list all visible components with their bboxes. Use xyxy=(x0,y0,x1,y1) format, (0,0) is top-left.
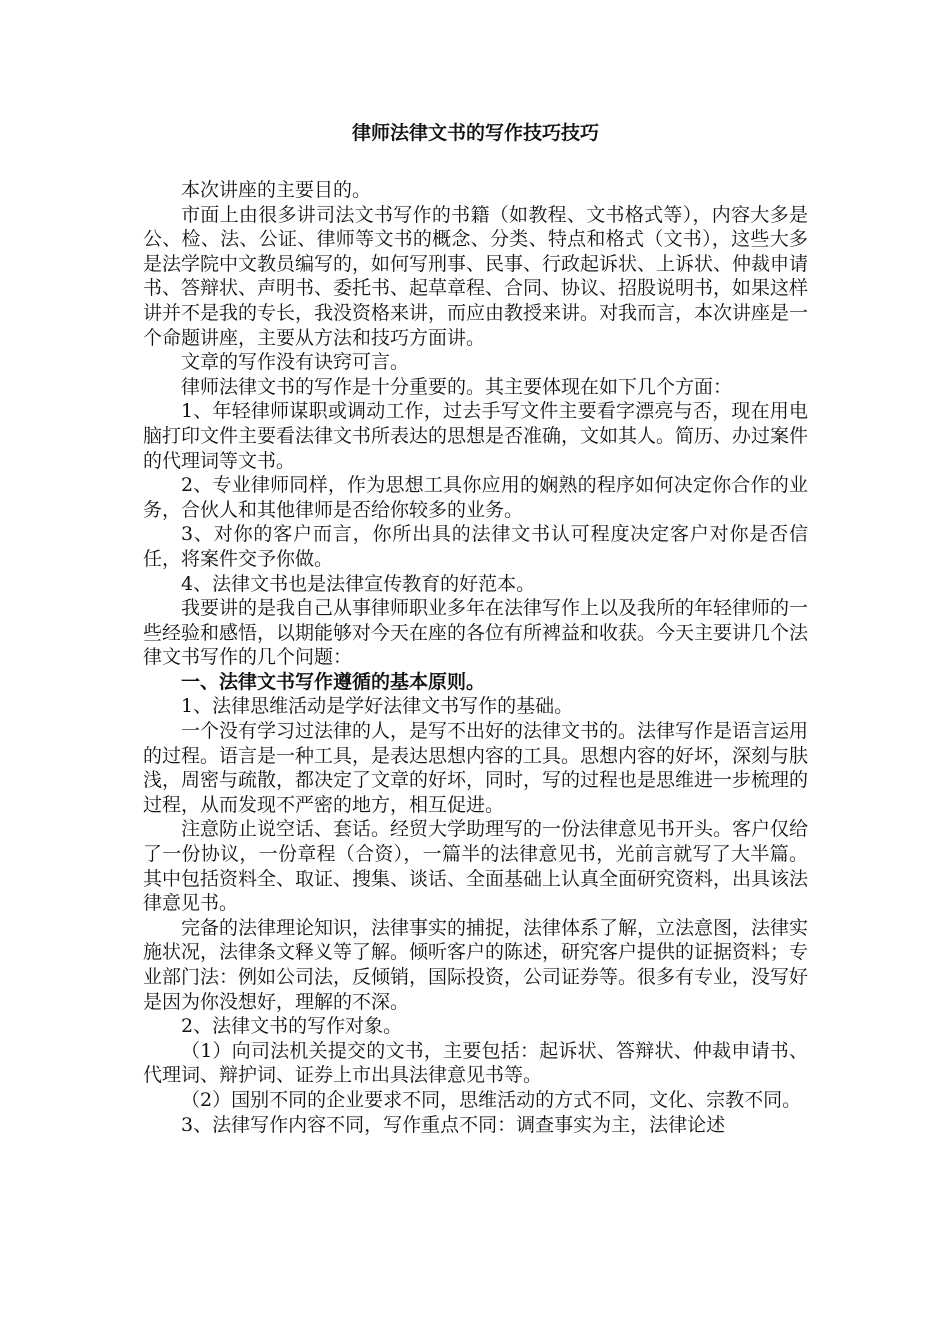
paragraph: 一个没有学习过法律的人，是写不出好的法律文书的。法律写作是语言运用的过程。语言是一种工具，是表达思想内容的工具。思想内容的好坏，深刻与肤浅，周密与疏散，都决定了文章的好坏，同时，写的过程也是思维进一步梳理的过程，从而发现不严密的地方，相互促进。 xyxy=(143,720,809,816)
paragraph: 2、法律文书的写作对象。 xyxy=(181,1015,403,1038)
paragraph: 我要讲的是我自己从事律师职业多年在法律写作上以及我所的年轻律师的一些经验和感悟，以期能够对今天在座的各位有所裨益和收获。今天主要讲几个法律文书写作的几个问题： xyxy=(143,597,809,669)
paragraph: 注意防止说空话、套话。经贸大学助理写的一份法律意见书开头。客户仅给了一份协议，一份章程（合资），一篇半的法律意见书，光前言就写了大半篇。其中包括资料全、取证、搜集、谈话、全面基础上认真全面研究资料，出具该法律意见书。 xyxy=(143,818,809,915)
paragraph: 本次讲座的主要目的。 xyxy=(181,179,372,201)
paragraph: 文章的写作没有诀窍可言。 xyxy=(181,351,410,374)
paragraph: （2）国别不同的企业要求不同，思维活动的方式不同，文化、宗教不同。 xyxy=(181,1088,802,1111)
section-heading: 一、法律文书写作遵循的基本原则。 xyxy=(181,670,486,693)
paragraph: 完备的法律理论知识，法律事实的捕捉，法律体系了解，立法意图，法律实施状况，法律条文释义等了解。倾听客户的陈述，研究客户提供的证据资料；专业部门法：例如公司法，反倾销，国际投资，公司证券等。很多有专业，没写好是因为你没想好，理解的不深。 xyxy=(143,916,809,1013)
paragraph: 3、法律写作内容不同，写作重点不同：调查事实为主，法律论述 xyxy=(181,1113,726,1136)
paragraph: 1、年轻律师谋职或调动工作，过去手写文件主要看字漂亮与否，现在用电脑打印文件主要看法律文书所表达的思想是否准确，文如其人。简历、办过案件的代理词等文书。 xyxy=(143,400,809,472)
document-body xyxy=(143,118,808,1137)
paragraph: 4、法律文书也是法律宣传教育的好范本。 xyxy=(181,572,536,595)
paragraph: 3、对你的客户而言，你所出具的法律文书认可程度决定客户对你是否信任，将案件交予你做。 xyxy=(143,523,808,570)
paragraph: 2、专业律师同样，作为思想工具你应用的娴熟的程序如何决定你合作的业务，合伙人和其他律师是否给你较多的业务。 xyxy=(143,474,808,521)
paragraph: 律师法律文书的写作是十分重要的。其主要体现在如下几个方面： xyxy=(181,375,733,398)
paragraph: 1、法律思维活动是学好法律文书写作的基础。 xyxy=(181,695,574,718)
paragraph: （1）向司法机关提交的文书，主要包括：起诉状、答辩状、仲裁申请书、代理词、辩护词、证券上市出具法律意见书等。 xyxy=(143,1039,808,1087)
document-title: 律师法律文书的写作技巧技巧 xyxy=(351,122,599,144)
paragraph: 市面上由很多讲司法文书写作的书籍（如教程、文书格式等），内容大多是公、检、法、公证、律师等文书的概念、分类、特点和格式（文书），这些大多是法学院中文教员编写的，如何写刑事、民事、行政起诉状、上诉状、仲裁申请书、答辩状、声明书、委托书、起草章程、合同、协议、招股说明书，如果这样讲并不是我的专长，我没资格来讲，而应由教授来讲。对我而言，本次讲座是一个命题讲座，主要从方法和技巧方面讲。 xyxy=(143,203,809,349)
